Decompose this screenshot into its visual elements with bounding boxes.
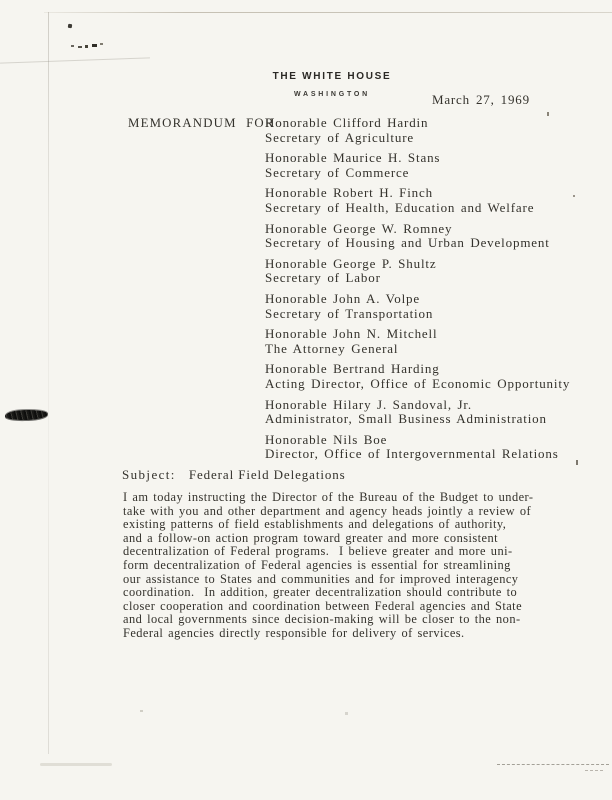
- recipient: [265, 116, 595, 145]
- recipient: [265, 398, 595, 427]
- body-line: existing patterns of field establishments and delegations of authority,: [123, 517, 507, 532]
- body-line: Federal agencies directly responsible for delivery of services.: [123, 625, 465, 640]
- letterhead-subtitle: WASHINGTON: [293, 91, 371, 98]
- scan-artifact-faint-smudge: [40, 763, 112, 766]
- scan-speck: [345, 712, 348, 715]
- body-line: and local governments since decision-making will be closer to the non-: [123, 612, 521, 627]
- subject-line: [122, 467, 346, 483]
- recipient: [265, 327, 595, 356]
- recipient-name: Honorable John N. Mitchell: [265, 326, 438, 342]
- pencil-mark: [85, 45, 88, 48]
- body-line: coordination. In addition, greater decentralization should contribute to: [123, 585, 518, 600]
- body-line: I am today instructing the Director of the Bureau of the Budget to under-: [123, 490, 534, 504]
- scan-artifact-dashed-streak: [585, 770, 603, 771]
- recipient: [265, 292, 595, 321]
- body-line: form decentralization of Federal agencies is essential for streamlining: [123, 557, 511, 572]
- recipient-name: Honorable George P. Shultz: [265, 255, 437, 271]
- body-line: our assistance to States and communities and for improved interagency: [123, 571, 519, 586]
- body-line: take with you and other department and agency heads jointly a review of: [123, 503, 532, 518]
- recipient-name: Honorable John A. Volpe: [265, 290, 421, 306]
- recipient-name: Honorable George W. Romney: [265, 220, 453, 236]
- body-line: closer cooperation and coordination between Federal agencies and State: [123, 598, 523, 613]
- recipient-name: Honorable Maurice H. Stans: [265, 150, 441, 166]
- letterhead: [232, 71, 432, 98]
- pencil-mark: [71, 45, 74, 47]
- recipient-title: The Attorney General: [265, 340, 399, 356]
- recipient-name: Honorable Nils Boe: [265, 431, 388, 447]
- recipient: [265, 186, 595, 215]
- recipient-title: Director, Office of Intergovernmental Relations: [265, 446, 559, 462]
- scan-artifact-diagonal-line: [0, 57, 150, 63]
- memo-date: March 27, 1969: [432, 92, 530, 107]
- subject-label: Subject:: [122, 467, 176, 482]
- pencil-mark: [78, 46, 82, 48]
- subject-text: Federal Field Delegations: [188, 467, 346, 482]
- recipient-title: Secretary of Labor: [265, 270, 381, 286]
- pencil-mark: [92, 44, 97, 47]
- recipient-name: Honorable Robert H. Finch: [265, 185, 434, 201]
- recipient-title: Acting Director, Office of Economic Opportunity: [265, 375, 571, 391]
- body-paragraph: [123, 491, 593, 641]
- recipient: [265, 257, 595, 286]
- body-line: and a follow-on action program toward greater and more consistent: [123, 530, 499, 545]
- recipient-title: Secretary of Transportation: [265, 305, 434, 321]
- body-line: decentralization of Federal programs. I believe greater and more uni-: [123, 544, 513, 559]
- scan-artifact-top-edge-line: [44, 12, 612, 13]
- recipient: [265, 433, 595, 462]
- recipient-title: Administrator, Small Business Administration: [265, 411, 547, 427]
- pencil-mark: [100, 43, 103, 45]
- scan-speck: [140, 710, 143, 712]
- recipient: [265, 362, 595, 391]
- scan-speck: [68, 24, 73, 29]
- recipient-name: Honorable Bertrand Harding: [265, 361, 440, 377]
- recipient-list: [265, 116, 595, 468]
- scan-artifact-ink-smudge: [5, 409, 48, 420]
- recipient: [265, 151, 595, 180]
- recipient-title: Secretary of Agriculture: [265, 129, 415, 145]
- recipient-title: Secretary of Commerce: [265, 164, 410, 180]
- recipient-name: Honorable Clifford Hardin: [265, 115, 429, 130]
- memorandum-for-label: MEMORANDUM FOR: [128, 116, 275, 130]
- recipient-name: Honorable Hilary J. Sandoval, Jr.: [265, 396, 472, 412]
- recipient-title: Secretary of Health, Education and Welfare: [265, 199, 535, 215]
- recipient: [265, 222, 595, 251]
- scan-artifact-dashed-streak: [497, 764, 609, 765]
- letterhead-title: THE WHITE HOUSE: [272, 71, 392, 82]
- scan-artifact-left-edge-line: [48, 12, 49, 754]
- recipient-title: Secretary of Housing and Urban Development: [265, 235, 550, 251]
